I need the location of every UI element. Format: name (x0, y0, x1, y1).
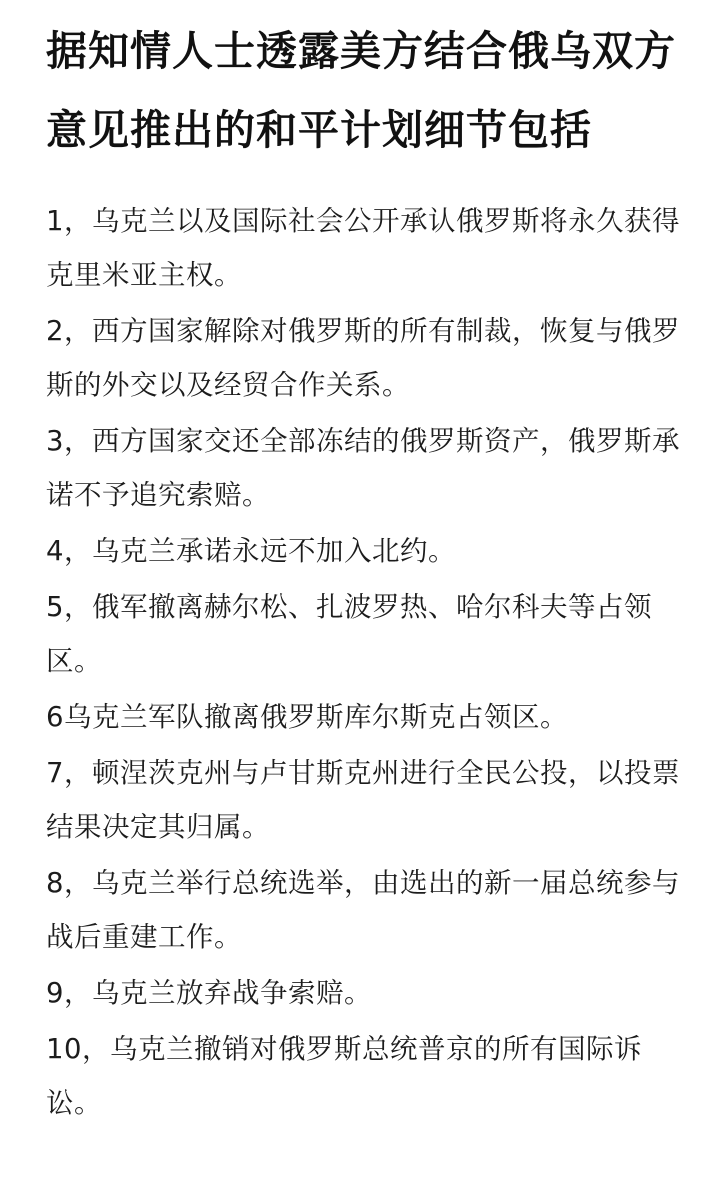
plan-item-list (46, 194, 686, 1130)
plan-item-7: 7，顿涅茨克州与卢甘斯克州进行全民公投，以投票结果决定其归属。 (46, 757, 680, 843)
plan-item-10: 10，乌克兰撤销对俄罗斯总统普京的所有国际诉讼。 (46, 1033, 642, 1119)
document-title: 据知情人士透露美方结合俄乌双方意见推出的和平计划细节包括 (46, 27, 676, 154)
plan-item-6: 6乌克兰军队撤离俄罗斯库尔斯克占领区。 (46, 701, 568, 733)
plan-item-5: 5，俄军撤离赫尔松、扎波罗热、哈尔科夫等占领区。 (46, 591, 652, 677)
plan-item-1: 1，乌克兰以及国际社会公开承认俄罗斯将永久获得克里米亚主权。 (46, 205, 680, 291)
plan-item-3: 3，西方国家交还全部冻结的俄罗斯资产，俄罗斯承诺不予追究索赔。 (46, 425, 680, 511)
plan-item-8: 8，乌克兰举行总统选举，由选出的新一届总统参与战后重建工作。 (46, 867, 680, 953)
plan-item-2: 2，西方国家解除对俄罗斯的所有制裁，恢复与俄罗斯的外交以及经贸合作关系。 (46, 315, 680, 401)
plan-item-4: 4，乌克兰承诺永远不加入北约。 (46, 535, 456, 567)
plan-item-9: 9，乌克兰放弃战争索赔。 (46, 977, 372, 1009)
